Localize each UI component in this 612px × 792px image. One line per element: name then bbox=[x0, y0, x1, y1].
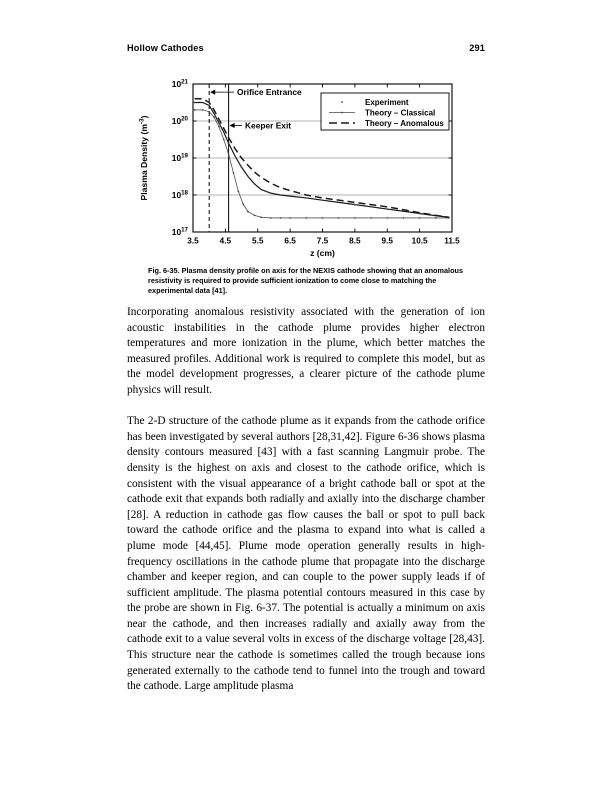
xtick-label: 3.5 bbox=[187, 236, 199, 246]
keeper-exit-arrow bbox=[230, 123, 235, 128]
body-text-column bbox=[127, 305, 485, 695]
xtick-label: 9.5 bbox=[381, 236, 393, 246]
series-marker bbox=[403, 217, 405, 219]
y-axis-label: Plasma Density $(m^{-3})$ bbox=[138, 115, 149, 201]
series-marker bbox=[322, 199, 324, 201]
series-marker bbox=[218, 126, 220, 128]
keeper-exit-label: Keeper Exit bbox=[245, 120, 292, 131]
ytick-label: $10^{19}$ bbox=[171, 152, 188, 164]
series-marker bbox=[419, 217, 421, 219]
series-marker bbox=[305, 217, 307, 219]
ytick-label: $10^{21}$ bbox=[171, 78, 188, 90]
series-marker bbox=[254, 215, 256, 217]
series-marker bbox=[270, 192, 272, 194]
series-marker bbox=[289, 195, 291, 197]
body-paragraph: The 2-D structure of the cathode plume as it expands from the cathode orifice has been investigated by several authors [28,31,42]. Figure 6-36 shows plasma density contours measured [43] with a fast scanning Langmuir probe. The density is the highest on axis and closest to the cathode orifice, which is consistent with the visual appearance of a bright cathode ball or spot at the cathode exit that expands both radially and axially into the discharge chamber [28]. A reduction in cathode gas flow causes the ball or spot to pull back toward the cathode orifice and the plasma to expand into what is called a plume mode [44,45]. Plume mode operation generally results in high-frequency oscillations in the cathode plume that propagate into the discharge chamber and keeper region, and can couple to the power supply leads if of sufficient amplitude. The plasma potential contours measured in this case by the probe are shown in Fig. 6-37. The potential is actually a minimum on axis near the cathode, and then increases radially and axially away from the cathode exit to a value several volts in excess of the discharge voltage [28,43]. This structure near the cathode is sometimes called the trough because ions generated externally to the cathode tend to funnel into the trough and toward the cathode. Large amplitude plasma bbox=[127, 415, 485, 693]
page-number: 291 bbox=[469, 43, 485, 53]
series-marker bbox=[202, 109, 204, 111]
legend-label: Theory – Anomalous bbox=[365, 119, 444, 128]
body-paragraph: Incorporating anomalous resistivity associated with the generation of ion acoustic instabilities in the cathode plume provides higher electron temperatures and more ionization in the plume, which better matches the measured profiles. Additional work is required to complete this model, but as the model development progresses, a clearer picture of the cathode plume physics will result. bbox=[127, 306, 485, 396]
series-marker bbox=[228, 153, 230, 155]
xtick-label: 6.5 bbox=[284, 236, 296, 246]
series-marker bbox=[260, 216, 262, 218]
series-marker bbox=[237, 190, 239, 192]
series-marker bbox=[242, 203, 244, 205]
legend-key-experiment bbox=[341, 101, 343, 103]
chapter-title: Hollow Cathodes bbox=[127, 43, 204, 53]
legend-label: Experiment bbox=[365, 98, 409, 107]
series-marker bbox=[254, 183, 256, 185]
orifice-entrance-arrow bbox=[210, 90, 215, 95]
series-marker bbox=[228, 142, 230, 144]
series-marker bbox=[241, 166, 243, 168]
plasma-density-chart bbox=[127, 72, 485, 262]
x-axis-label: z (cm) bbox=[310, 248, 335, 258]
ytick-label: $10^{17}$ bbox=[171, 226, 188, 238]
series-marker bbox=[223, 139, 225, 141]
series-marker bbox=[194, 109, 196, 111]
series-marker bbox=[322, 217, 324, 219]
series-marker bbox=[218, 122, 220, 124]
xtick-label: 11.5 bbox=[444, 236, 460, 246]
xtick-label: 10.5 bbox=[411, 236, 428, 246]
series-marker bbox=[280, 217, 282, 219]
figure-caption: Fig. 6-35. Plasma density profile on axis for the NEXIS cathode showing that an anomalous resistivity is required to provide sufficient ionization to come close to matching the experimental data [41]. bbox=[148, 266, 464, 296]
series-marker bbox=[270, 217, 272, 219]
orifice-entrance-label: Orifice Entrance bbox=[237, 87, 302, 98]
series-marker bbox=[233, 172, 235, 174]
series-marker bbox=[386, 208, 388, 210]
ytick-label: $10^{20}$ bbox=[171, 115, 188, 127]
series-marker bbox=[289, 217, 291, 219]
running-head bbox=[127, 43, 485, 53]
xtick-label: 8.5 bbox=[349, 236, 361, 246]
series-marker bbox=[213, 116, 215, 118]
series-marker bbox=[435, 217, 437, 219]
chart-svg bbox=[127, 72, 485, 262]
series-marker bbox=[194, 102, 196, 104]
series-marker bbox=[338, 217, 340, 219]
figure-6-35 bbox=[127, 72, 485, 262]
series-marker bbox=[247, 211, 249, 213]
legend-key-classical-marker bbox=[341, 112, 343, 114]
legend-label: Theory – Classical bbox=[365, 108, 436, 118]
series-marker bbox=[370, 217, 372, 219]
chart-legend bbox=[321, 93, 449, 130]
xtick-label: 4.5 bbox=[219, 236, 232, 246]
series-marker bbox=[354, 204, 356, 206]
series-marker bbox=[386, 217, 388, 219]
ytick-label: $10^{18}$ bbox=[171, 189, 188, 201]
xtick-label: 5.5 bbox=[252, 236, 264, 246]
xtick-label: 7.5 bbox=[316, 236, 329, 246]
series-marker bbox=[208, 111, 210, 113]
series-marker bbox=[208, 105, 210, 107]
series-marker bbox=[354, 217, 356, 219]
